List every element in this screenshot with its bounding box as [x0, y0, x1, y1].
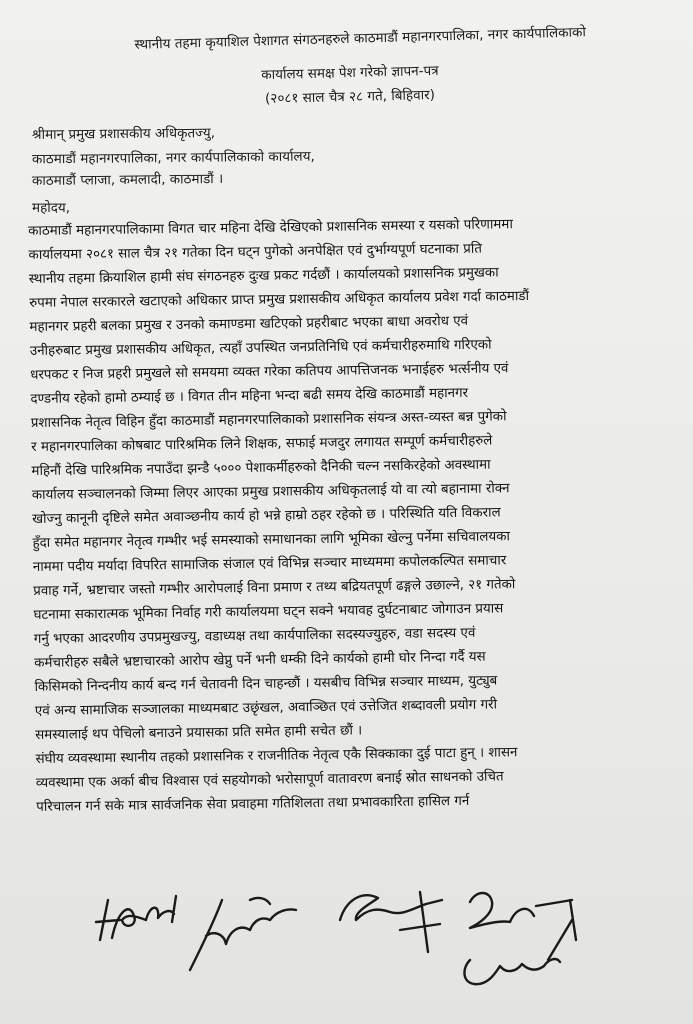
body-line: घटनामा सकारात्मक भूमिका निर्वाह गरी कार्यालयमा घट्न सक्ने भयावह दुर्घटनाबाट जोगाउन प्रयास	[33, 601, 504, 623]
address-line-1: श्रीमान् प्रमुख प्रशासकीय अधिकृतज्यु,	[31, 125, 216, 143]
signature-3	[340, 892, 442, 952]
letter-body	[28, 211, 693, 820]
signatures-area	[0, 860, 693, 1024]
signature-4	[470, 893, 576, 960]
body-line: परिचालन गर्न सके मात्र सार्वजनिक सेवा प्रवाहमा गतिशिलता तथा प्रभावकारिता हासिल गर्न	[36, 793, 470, 815]
body-line: नाममा पदीय मर्यादा विपरित सामाजिक संजाल एवं विभिन्न सञ्चार माध्यममा कपोलकल्पित समाचार	[32, 553, 507, 575]
salutation: महोदय,	[32, 200, 71, 216]
body-line: प्रशासनिक नेतृत्व विहिन हुँदा काठमाडौं महानगरपालिकाको प्रशासनिक संयन्त्र अस्त-व्यस्त बन्न पुगेको	[30, 409, 507, 431]
body-line: दण्डनीय रहेको हामो ठम्याई छ । विगत तीन महिना भन्दा बढी समय देखि काठमाडौं महानगर	[30, 385, 469, 407]
body-line: एवं अन्य सामाजिक सञ्जालका माध्यमबाट उछृंखल, अवाञ्छित एवं उत्तेजित शब्दावली प्रयोग गरी	[34, 697, 498, 719]
body-line: काठमाडौं महानगरपालिकामा विगत चार महिना देखि देखिएको प्रशासनिक समस्या र यसको परिणाममा	[28, 217, 513, 239]
signature-5	[464, 959, 560, 984]
body-line: स्थानीय तहमा क्रियाशिल हामी संघ संगठनहरु दुःख प्रकट गर्दछौं । कार्यालयको प्रशासनिक प्रमुखका	[28, 265, 499, 287]
body-line: कर्मचारीहरु सबैले भ्रष्टाचारको आरोप खेप्नु पर्ने भनी धम्की दिने कार्यको हामी घोर निन्दा गर्दै यस	[34, 649, 486, 671]
body-line: गर्नु भएका आदरणीय उपप्रमुखज्यु, वडाध्यक्ष तथा कार्यपालिका सदस्यज्युहरु, वडा सदस्य एवं	[33, 625, 476, 647]
body-line: व्यवस्थामा एक अर्का बीच विश्वास एवं सहयोगको भरोसापूर्ण वातावरण बनाई स्रोत साधनको उचित	[35, 769, 504, 791]
body-line: समस्यालाई थप पेचिलो बनाउने प्रयासका प्रति समेत हामी सचेत छौं ।	[35, 723, 363, 743]
heading-line-1: स्थानीय तहमा कृयाशिल पेशागत संगठनहरुले काठमाडौं महानगरपालिका, नगर कार्यपालिकाको	[134, 24, 587, 53]
body-line: संघीय व्यवस्थामा स्थानीय तहको प्रशासनिक र राजनीतिक नेतृत्व एकै सिक्काका दुई पाटा हुन् । शासन	[35, 745, 518, 767]
body-line: रुपमा नेपाल सरकारले खटाएको अधिकार प्राप्त प्रमुख प्रशासकीय अधिकृत कार्यालय प्रवेश गर्दा काठमाडौं	[29, 289, 530, 311]
body-line: प्रवाह गर्ने, भ्रष्टाचार जस्तो गम्भीर आरोपलाई विना प्रमाण र तथ्य बद्रियतपूर्ण ढङ्गले उछाल्ने, २१ गतेको	[33, 577, 516, 599]
body-line: र महानगरपालिका कोषबाट पारिश्रमिक लिने शिक्षक, सफाई मजदुर लगायत सम्पूर्ण कर्मचारीहरुले	[31, 433, 493, 455]
heading-line-2: कार्यालय समक्ष पेश गरेको ज्ञापन-पत्र	[261, 62, 439, 84]
address-line-3: काठमाडौं प्लाजा, कमलादी, काठमाडौं ।	[31, 170, 224, 190]
body-line: खोज्नु कानूनी दृष्टिले समेत अवाञ्छनीय कार्य हो भन्ने हाम्रो ठहर रहेको छ । परिस्थिति यति विकराल	[32, 505, 501, 527]
body-line: हुँदा समेत महानगर नेतृत्व गम्भीर भई समस्याको समाधानका लागि भूमिका खेल्नु पर्नेमा सचिवालयका	[32, 529, 511, 551]
body-line: किसिमको निन्दनीय कार्य बन्द गर्न चेतावनी दिन चाहन्छौं । यसबीच विभिन्न सञ्चार माध्यम, युट्युब	[34, 673, 498, 695]
heading-line-3: (२०८१ साल चैत्र २८ गते, बिहिवार)	[264, 87, 436, 107]
body-line: महिनौं देखि पारिश्रमिक नपाउँदा झन्डै ५००० पेशाकर्मीहरुको दैनिकी चल्न नसकिरहेको अवस्थामा	[31, 457, 491, 479]
body-line: धरपकट र निज प्रहरी प्रमुखले सो समयमा व्यक्त गरेका कतिपय आपत्तिजनक भनाईहरु भर्त्सनीय एवं	[30, 361, 509, 383]
signature-2	[190, 898, 296, 970]
body-line: महानगर प्रहरी बलका प्रमुख र उनको कमाण्डमा खटिएको प्रहरीबाट भएका बाधा अवरोध एवं	[29, 313, 469, 335]
body-line: कार्यालयमा २०८१ साल चैत्र २१ गतेका दिन घट्न पुगेको अनपेक्षित एवं दुर्भाग्यपूर्ण घटनाका प्रति	[28, 241, 483, 263]
body-line: उनीहरुबाट प्रमुख प्रशासकीय अधिकृत, त्यहाँ उपस्थित जनप्रतिनिधि एवं कर्मचारीहरुमाथि गरिएको	[29, 337, 492, 359]
address-line-2: काठमाडौं महानगरपालिका, नगर कार्यपालिकाको कार्यालय,	[31, 148, 315, 168]
signature-1	[96, 896, 176, 940]
body-line: कार्यालय सञ्चालनको जिम्मा लिएर आएका प्रमुख प्रशासकीय अधिकृतलाई यो वा त्यो बहानामा रोक्न	[31, 481, 510, 503]
